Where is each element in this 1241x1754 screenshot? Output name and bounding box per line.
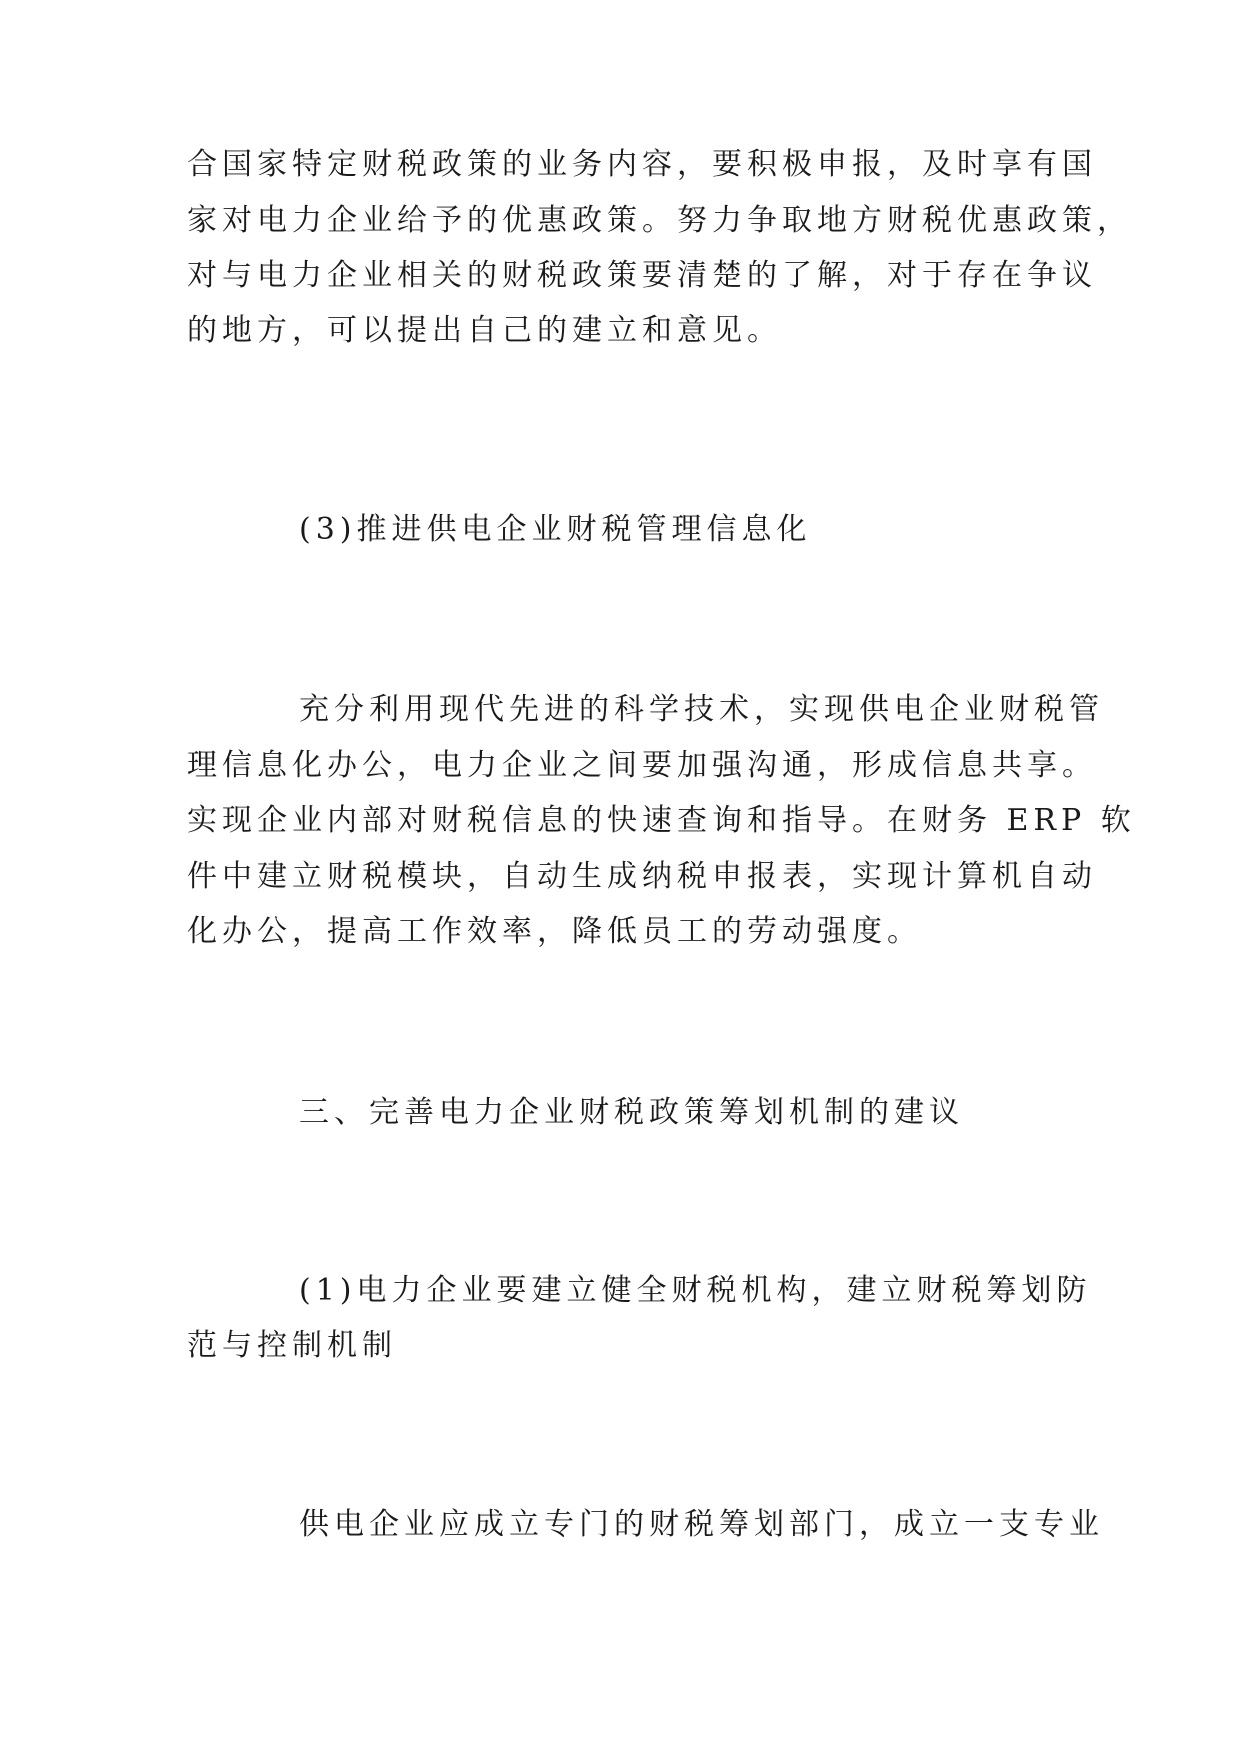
subheading-line: (1)电力企业要建立健全财税机构，建立财税筹划防 bbox=[299, 1273, 1092, 1308]
subheading-3: (3)推进供电企业财税管理信息化 bbox=[299, 512, 812, 547]
paragraph-line: 理信息化办公，电力企业之间要加强沟通，形成信息共享。 bbox=[187, 748, 1097, 783]
subheading-line: 范与控制机制 bbox=[187, 1328, 397, 1363]
paragraph-line: 供电企业应成立专门的财税筹划部门，成立一支专业 bbox=[299, 1507, 1104, 1542]
paragraph-line: 实现企业内部对财税信息的快速查询和指导。在财务 ERP 软 bbox=[187, 803, 1136, 838]
paragraph-line: 充分利用现代先进的科学技术，实现供电企业财税管 bbox=[299, 692, 1104, 727]
section-heading: 三、完善电力企业财税政策筹划机制的建议 bbox=[299, 1095, 964, 1130]
paragraph-line: 的地方，可以提出自己的建立和意见。 bbox=[187, 313, 782, 348]
paragraph-line: 化办公，提高工作效率，降低员工的劳动强度。 bbox=[187, 914, 922, 949]
paragraph-line: 合国家特定财税政策的业务内容，要积极申报，及时享有国 bbox=[187, 147, 1097, 182]
paragraph-line: 件中建立财税模块，自动生成纳税申报表，实现计算机自动 bbox=[187, 859, 1097, 894]
paragraph-line: 对与电力企业相关的财税政策要清楚的了解，对于存在争议 bbox=[187, 258, 1097, 293]
paragraph-line: 家对电力企业给予的优惠政策。努力争取地方财税优惠政策， bbox=[187, 203, 1132, 238]
